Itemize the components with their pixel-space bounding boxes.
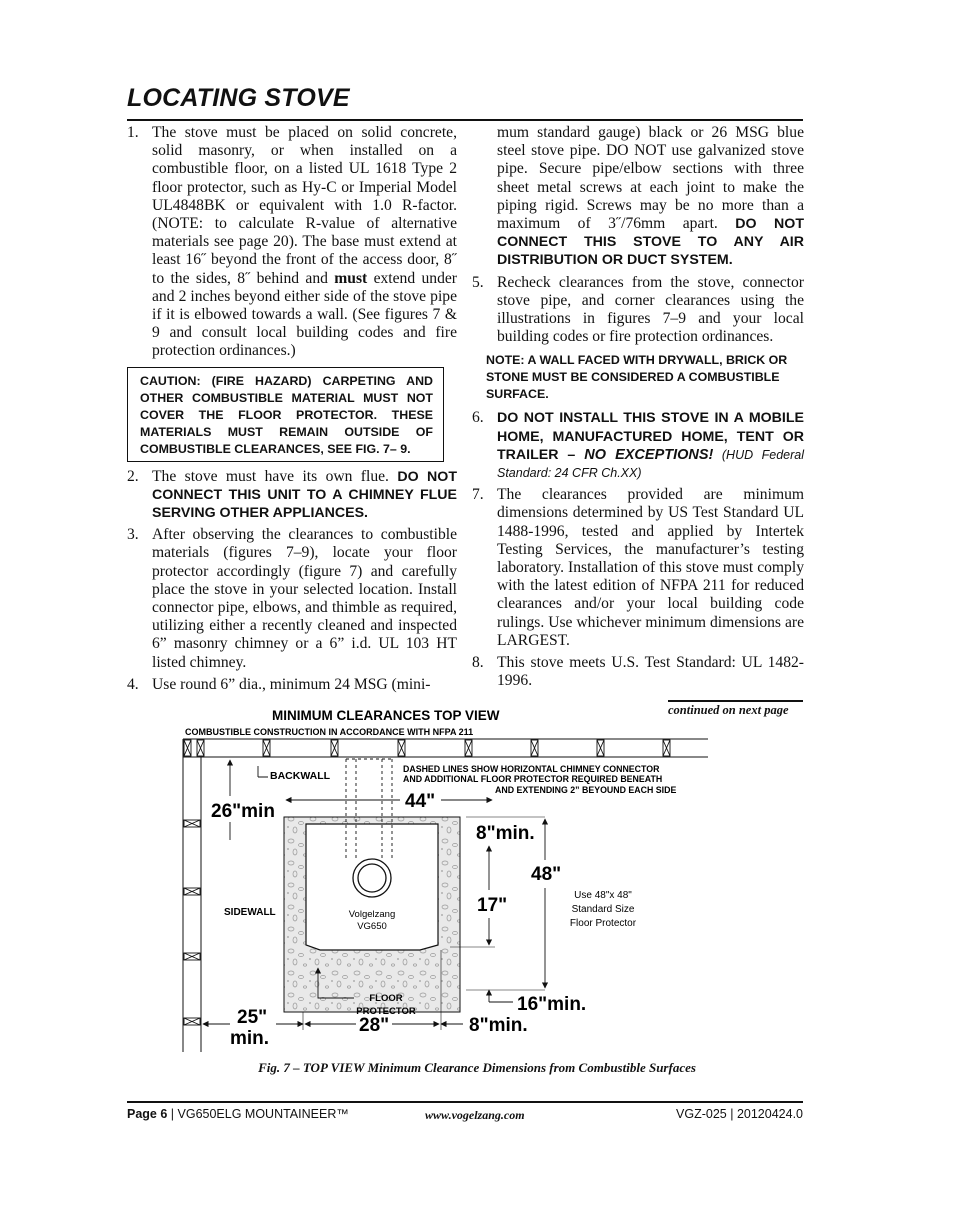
sidewall-construction — [183, 739, 201, 1052]
item-number: 7. — [472, 486, 484, 504]
use-note-line3: Floor Protector — [569, 918, 637, 929]
backwall-leader — [258, 766, 268, 777]
caution-box: CAUTION: (FIRE HAZARD) CARPETING AND OTHER COMBUSTIBLE MATERIAL MUST NOT COVER THE FLOOR PROTECTOR. THESE MATERIALS MUST REMAIN OUTSIDE OF COMBUSTIBLE CLEARANCES, SEE FIG. 7– 9. — [127, 367, 444, 462]
item-2-warning: DO NOT CONNECT THIS UNIT TO A CHIMNEY FLUE SERVING OTHER APPLIANCES. — [152, 468, 457, 522]
dim-28-label: 28" — [359, 1015, 390, 1036]
use-note-line2: Standard Size — [571, 904, 635, 915]
item-1-text-a: The stove must be placed on solid concrete, solid masonry, or when installed on a combustible floor, on a listed UL 1618 Type 2 floor protector, such as Hy-C or Imperial Model UL4848BK or equivalent with 1.0 R-factor. (NOTE: to calculate R-value of alternative materials see page 20). The base must extend at least 16˝ beyond the front of the access door, 8˝ to the sides, 8˝ behind and — [152, 124, 457, 287]
dashed-note-line2: AND ADDITIONAL FLOOR PROTECTOR REQUIRED BENEATH — [403, 774, 663, 784]
item-4-text-b: mum standard gauge) black or 26 MSG blue steel stove pipe. DO NOT use galvanized stove pipe. Secure pipe/elbow sections with three sheet metal screws at each joint to make the piping rigid. Screws may be no more than a maximum of 3˝/76mm apart. — [497, 124, 804, 233]
dim-8-top-label: 8"min. — [476, 823, 535, 844]
item-number: 6. — [472, 409, 484, 427]
floor-label-line1: FLOOR — [369, 993, 403, 1004]
item-number: 5. — [472, 273, 484, 291]
dim-8-side-label: 8"min. — [469, 1015, 528, 1036]
use-note-line1: Use 48"x 48" — [574, 890, 632, 901]
continued-note: continued on next page — [668, 703, 789, 717]
dim-17-label: 17" — [477, 895, 508, 916]
dim-25-label: 25" — [237, 1007, 268, 1028]
footer-rule — [127, 1101, 803, 1103]
website-link[interactable]: www.vogelzang.com — [425, 1108, 525, 1122]
page-title: LOCATING STOVE — [127, 84, 350, 112]
item-text: Use round 6” dia., minimum 24 MSG (mini- — [152, 675, 431, 693]
stove-model: VG650 — [357, 921, 387, 932]
item-6-exceptions: NO EXCEPTIONS! — [584, 446, 714, 463]
item-number: 3. — [127, 526, 139, 544]
item-2-text: The stove must have its own flue. — [152, 467, 398, 485]
figure-caption: Fig. 7 – TOP VIEW Minimum Clearance Dimensions from Combustible Surfaces — [258, 1060, 696, 1075]
stove-brand: Volgelzang — [348, 909, 396, 920]
diagram-title: MINIMUM CLEARANCES TOP VIEW — [272, 708, 500, 723]
dim-26-label: 26"min — [211, 801, 275, 822]
item-1-emphasis: must — [334, 269, 368, 287]
item-number: 1. — [127, 124, 139, 141]
item-number: 4. — [127, 675, 139, 693]
dim-44-label: 44" — [405, 791, 436, 812]
dim-48-label: 48" — [531, 864, 562, 885]
item-number: 8. — [472, 654, 484, 672]
item-6-warning: DO NOT INSTALL THIS STOVE IN A MOBILE HOME, MANUFACTURED HOME, TENT OR TRAILER – — [497, 410, 804, 463]
diagram-subtitle: COMBUSTIBLE CONSTRUCTION IN ACCORDANCE WITH NFPA 211 — [185, 727, 474, 737]
note-box: NOTE: A WALL FACED WITH DRYWALL, BRICK OR STONE MUST BE CONSIDERED A COMBUSTIBLE SURFACE. — [486, 353, 788, 402]
item-text: The clearances provided are minimum dimensions determined by US Test Standard UL 1488-1996, tested and applied by Intertek Testing Services, the manufacturer’s testing laboratory. Installation of this stove must comply with the latest edition of NFPA 211 for reduced clearances and/or your local building code rulings. Use whichever minimum dimensions are LARGEST. — [497, 486, 804, 649]
floor-label-line2: PROTECTOR — [356, 1006, 416, 1017]
dim-16-label: 16"min. — [517, 994, 587, 1015]
product-name: | VG650ELG MOUNTAINEER™ — [167, 1107, 349, 1121]
backwall-construction — [183, 739, 708, 757]
flue-collar-icon — [353, 859, 391, 897]
dashed-note-line1: DASHED LINES SHOW HORIZONTAL CHIMNEY CONNECTOR — [403, 764, 660, 774]
item-4-warning: DO NOT CONNECT THIS STOVE TO ANY AIR DISTRIBUTION OR DUCT SYSTEM. — [497, 216, 805, 269]
dim-25-min-label: min. — [230, 1028, 270, 1049]
item-text: Recheck clearances from the stove, connector stove pipe, and corner clearances using the illustrations in figures 7–9 and your local building codes or fire protection ordinances. — [497, 273, 804, 346]
item-6-reference: (HUD Federal Standard: 24 CFR Ch.XX) — [497, 447, 805, 481]
backwall-label: BACKWALL — [270, 770, 331, 782]
document-code: VGZ-025 | 20120424.0 — [676, 1107, 803, 1121]
sidewall-label: SIDEWALL — [224, 907, 276, 918]
footer-left — [127, 1107, 349, 1121]
dashed-note-line3: AND EXTENDING 2” BEYOUND EACH SIDE — [495, 785, 677, 795]
item-number: 2. — [127, 467, 139, 485]
page-number: Page 6 — [127, 1107, 168, 1121]
item-text: After observing the clearances to combustible materials (figures 7–9), locate your floor protector accordingly (figure 7) and carefully place the stove in your selected location. Install connector pipe, elbows, and thimble as required, utilizing either a recently cleaned and inspected 6” masonry chimney or a 6” i.d. UL 103 HT listed chimney. — [152, 526, 457, 671]
item-1-text-b: extend under and 2 inches beyond either side of the stove pipe if it is elbowed towards a wall. (See figures 7 & 9 and consult local building codes and fire protection ordinances.) — [152, 269, 457, 360]
item-text: This stove meets U.S. Test Standard: UL 1482-1996. — [497, 654, 804, 690]
